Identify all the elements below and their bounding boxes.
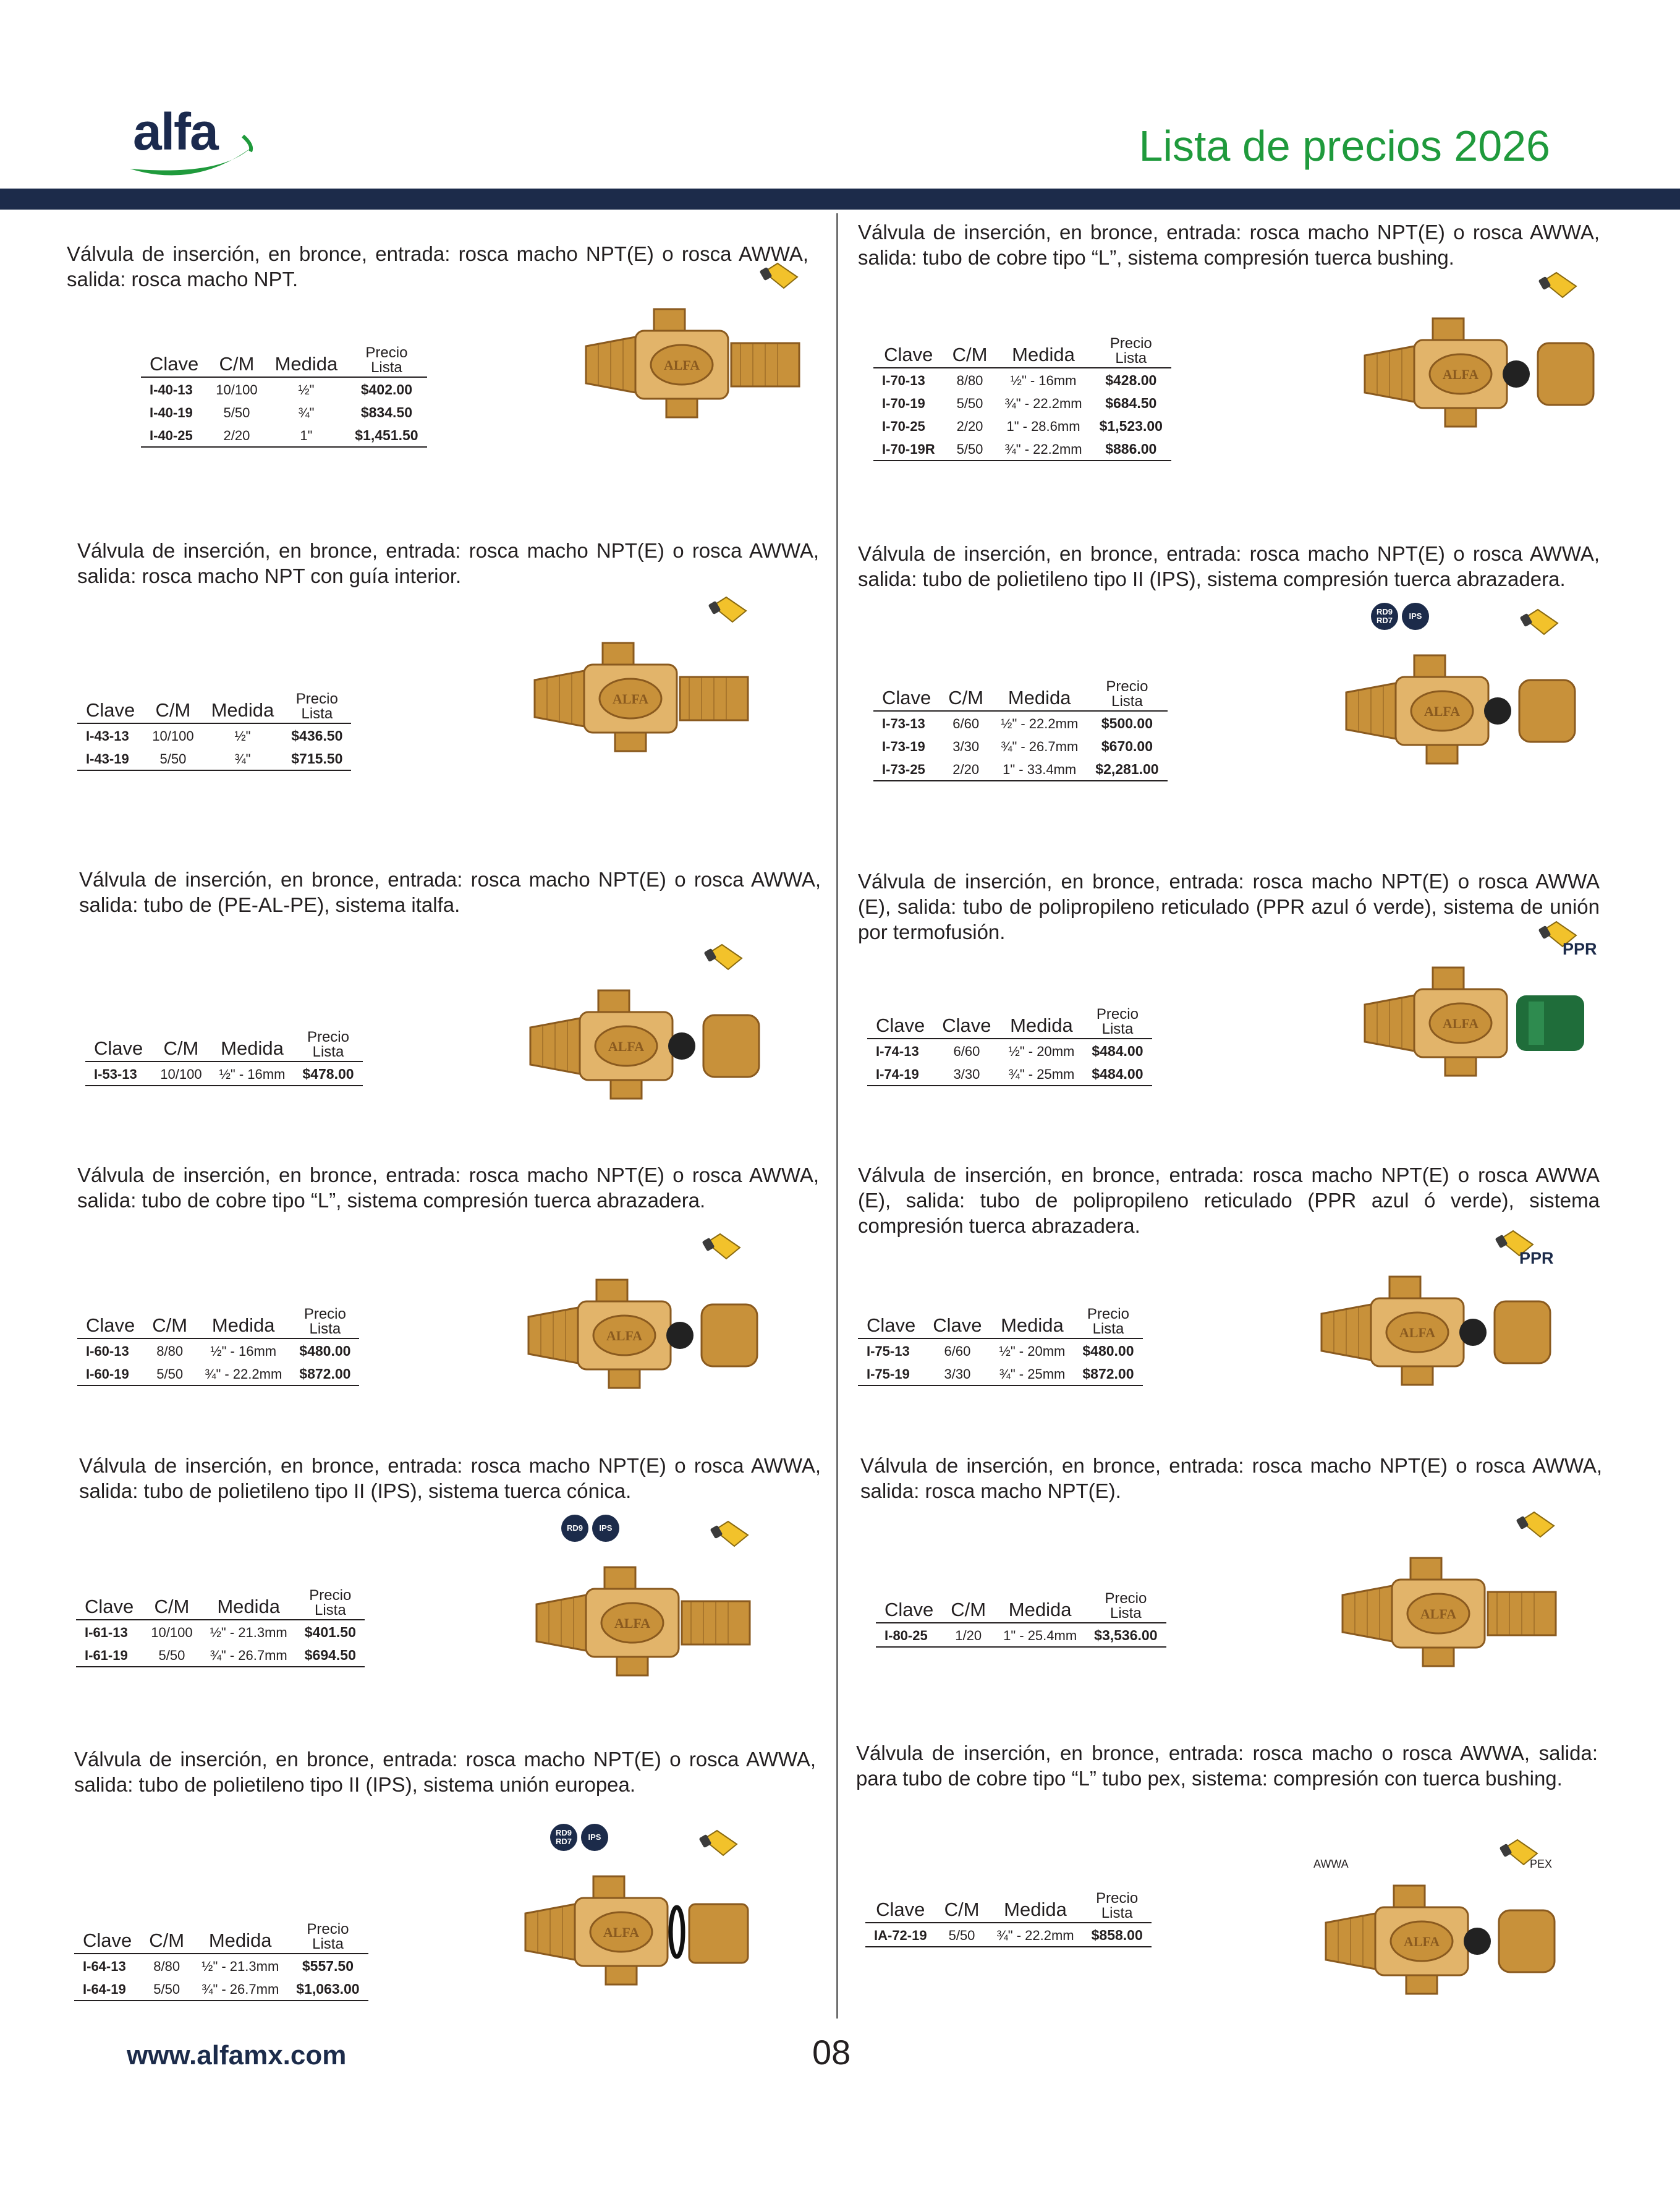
table-row <box>77 723 351 747</box>
precio-cell: $694.50 <box>296 1643 365 1667</box>
cm-cell: 6/60 <box>953 1043 980 1059</box>
valve-image <box>522 1274 782 1425</box>
cm-cell: 5/50 <box>223 404 250 420</box>
medida-cell: ½" - 20mm <box>999 1343 1066 1359</box>
table-header: Clave <box>933 998 999 1039</box>
medida-cell: ½" <box>298 381 315 398</box>
table-row <box>141 423 427 447</box>
medida-cell: ½" - 16mm <box>1010 372 1077 388</box>
valve-image <box>580 303 839 454</box>
insert-tool-icon <box>703 941 747 978</box>
svg-text:ALFA: ALFA <box>1442 1016 1479 1031</box>
medida-cell: ¾" <box>203 747 283 770</box>
table-row <box>74 1977 368 2001</box>
precio-cell: $500.00 <box>1101 715 1153 731</box>
table-header: Clave <box>876 1583 942 1623</box>
product-description: Válvula de inserción, en bronce, entrada: rosca macho NPT(E) o rosca AWWA (E), salida: tubo de polipropileno reticulado (PPR azul ó verde), sistema compresión tuerca abrazadera. <box>858 1164 1600 1237</box>
medida-cell: 1" <box>266 423 347 447</box>
ppr-label: PPR <box>1563 940 1597 958</box>
precio-cell: $478.00 <box>294 1061 362 1086</box>
medida-cell: ½" - 16mm <box>211 1061 294 1086</box>
table-header: C/M <box>936 1883 988 1923</box>
table-header: Clave <box>873 328 944 368</box>
table-header: Precio Lista <box>282 683 351 723</box>
pex-label: PEX <box>1530 1858 1553 1870</box>
cm-cell: 5/50 <box>143 747 202 770</box>
precio-cell: $436.50 <box>291 728 343 744</box>
cm-cell: 1/20 <box>942 1623 995 1647</box>
table-header: Clave <box>141 337 207 377</box>
precio-cell: $402.00 <box>360 381 412 398</box>
medida-cell: ½" - 21.3mm <box>210 1624 287 1640</box>
medida-cell: ½" - 16mm <box>210 1343 277 1359</box>
table-row <box>873 711 1168 734</box>
cm-cell: 2/20 <box>940 757 992 781</box>
table-header: Medida <box>266 337 347 377</box>
table-header: Clave <box>77 683 143 723</box>
svg-text:ALFA: ALFA <box>606 1328 643 1343</box>
product-section <box>67 241 808 525</box>
clave-cell: I-53-13 <box>85 1061 151 1086</box>
insert-tool-icon <box>1538 269 1581 306</box>
table-header: Medida <box>193 1913 287 1954</box>
table-row <box>77 747 351 770</box>
clave-cell: I-61-13 <box>85 1624 128 1640</box>
spec-badge: IPS <box>1402 603 1429 630</box>
medida-cell: 1" - 28.6mm <box>1006 418 1080 434</box>
table-row <box>858 1362 1143 1385</box>
product-section <box>79 867 821 1151</box>
table-row <box>74 1954 368 1977</box>
cm-cell: 2/20 <box>207 423 266 447</box>
clave-cell: IA-72-19 <box>865 1923 936 1947</box>
table-header: Medida <box>996 328 1090 368</box>
table-row <box>873 368 1171 391</box>
insert-tool-icon <box>708 593 751 631</box>
insert-tool-icon <box>1516 1508 1559 1546</box>
cm-cell: 6/60 <box>952 715 980 731</box>
svg-text:ALFA: ALFA <box>614 1615 651 1631</box>
product-description: Válvula de inserción, en bronce, entrada: rosca macho NPT(E) o rosca AWWA, salida: tubo de (PE-AL-PE), sistema italfa. <box>79 868 821 916</box>
table-row <box>873 734 1168 757</box>
cm-cell: 10/100 <box>216 381 258 398</box>
cm-cell: 5/50 <box>944 437 996 461</box>
table-row <box>873 757 1168 781</box>
precio-cell: $401.50 <box>304 1624 356 1640</box>
clave-cell: I-70-19R <box>873 437 944 461</box>
table-row <box>76 1643 365 1667</box>
brand-name: alfa <box>133 103 218 161</box>
table-row <box>77 1362 359 1385</box>
cm-cell: 6/60 <box>944 1343 971 1359</box>
table-header: Precio Lista <box>1091 328 1171 368</box>
table-header: C/M <box>143 1298 196 1338</box>
cm-cell: 5/50 <box>142 1643 201 1667</box>
spec-badge: RD9 <box>561 1515 588 1542</box>
svg-text:ALFA: ALFA <box>603 1925 640 1940</box>
product-section <box>856 1740 1598 2025</box>
product-section <box>860 1453 1602 1737</box>
table-header: Precio Lista <box>1087 671 1167 711</box>
cm-cell: 10/100 <box>151 1061 210 1086</box>
precio-cell: $834.50 <box>360 404 412 420</box>
product-description: Válvula de inserción, en bronce, entrada: rosca macho NPT(E) o rosca AWWA (E), salida: tubo de polipropileno reticulado (PPR azul ó verde), sistema de unión por termofusión. <box>858 870 1600 943</box>
product-section <box>858 869 1600 1153</box>
table-row <box>85 1061 363 1086</box>
table-row <box>867 1039 1152 1062</box>
insert-tool-icon <box>698 1827 742 1864</box>
product-section <box>858 541 1600 825</box>
table-header: Clave <box>77 1298 143 1338</box>
valve-image <box>1336 1552 1596 1703</box>
clave-cell: I-43-19 <box>77 747 143 770</box>
table-header: Precio Lista <box>1083 1883 1152 1923</box>
page-number: 08 <box>812 2033 851 2072</box>
clave-cell: I-64-19 <box>74 1977 140 2001</box>
table-header: Medida <box>988 1883 1082 1923</box>
clave-cell: I-61-19 <box>76 1643 142 1667</box>
clave-cell: I-75-19 <box>858 1362 924 1385</box>
price-table <box>74 1913 368 2001</box>
precio-cell: $480.00 <box>1082 1343 1134 1359</box>
product-section <box>79 1453 821 1737</box>
table-header: Medida <box>203 683 283 723</box>
precio-cell: $428.00 <box>1105 372 1157 388</box>
medida-cell: ¾" - 26.7mm <box>193 1977 287 2001</box>
valve-image <box>1340 649 1600 801</box>
svg-text:ALFA: ALFA <box>612 691 649 707</box>
product-section <box>74 1746 816 2031</box>
table-row <box>858 1338 1143 1362</box>
valve-image <box>519 1870 779 2022</box>
precio-cell: $872.00 <box>291 1362 359 1385</box>
svg-text:ALFA: ALFA <box>1399 1325 1436 1340</box>
insert-tool-icon <box>710 1518 753 1555</box>
table-header: Medida <box>995 1583 1085 1623</box>
table-header: Clave <box>76 1580 142 1620</box>
spec-badge: RD9 RD7 <box>550 1824 577 1851</box>
clave-cell: I-60-19 <box>77 1362 143 1385</box>
product-description: Válvula de inserción, en bronce, entrada: rosca macho NPT(E) o rosca AWWA, salida: tubo de polietileno tipo II (IPS), sistema unión europea. <box>74 1748 816 1796</box>
table-row <box>873 391 1171 414</box>
table-header: Clave <box>867 998 933 1039</box>
precio-cell: $484.00 <box>1092 1043 1143 1059</box>
cm-cell: 5/50 <box>143 1362 196 1385</box>
medida-cell: ½" - 22.2mm <box>1001 715 1079 731</box>
table-row <box>865 1923 1152 1947</box>
page-title: Lista de precios 2026 <box>1139 122 1550 170</box>
medida-cell: 1" - 25.4mm <box>995 1623 1085 1647</box>
svg-text:ALFA: ALFA <box>1403 1934 1440 1949</box>
website-link[interactable]: www.alfamx.com <box>127 2040 347 2070</box>
product-description: Válvula de inserción, en bronce, entrada: rosca macho NPT(E) o rosca AWWA, salida: tubo de cobre tipo “L”, sistema compresión tuerca abrazadera. <box>77 1164 819 1212</box>
price-table <box>76 1580 365 1667</box>
price-table <box>77 683 351 771</box>
product-description: Válvula de inserción, en bronce, entrada: rosca macho NPT(E) o rosca AWWA, salida: rosca macho NPT con guía interior. <box>77 539 819 587</box>
table-header: Precio Lista <box>296 1580 365 1620</box>
table-row <box>876 1623 1166 1647</box>
price-table <box>865 1883 1152 1947</box>
clave-cell: I-60-13 <box>86 1343 129 1359</box>
valve-image <box>1359 312 1618 464</box>
product-description: Válvula de inserción, en bronce, entrada: rosca macho NPT(E) o rosca AWWA, salida: rosca macho NPT. <box>67 242 808 291</box>
svg-text:ALFA: ALFA <box>1423 704 1461 719</box>
table-row <box>867 1062 1152 1086</box>
table-header: Medida <box>202 1580 296 1620</box>
spec-badge: RD9 RD7 <box>1371 603 1398 630</box>
awwa-label: AWWA <box>1313 1858 1349 1870</box>
cm-cell: 8/80 <box>156 1343 184 1359</box>
valve-image <box>1315 1270 1575 1422</box>
table-header: Precio Lista <box>294 1021 362 1061</box>
precio-cell: $3,536.00 <box>1085 1623 1166 1647</box>
clave-cell: I-70-19 <box>882 395 925 411</box>
medida-cell: ¾" - 22.2mm <box>996 437 1090 461</box>
cm-cell: 3/30 <box>952 738 980 754</box>
cm-cell: 10/100 <box>151 1624 193 1640</box>
product-section <box>858 1162 1600 1447</box>
clave-cell: I-80-25 <box>876 1623 942 1647</box>
table-row <box>873 437 1171 461</box>
clave-cell: I-73-13 <box>882 715 925 731</box>
clave-cell: I-73-25 <box>873 757 940 781</box>
price-table <box>867 998 1152 1086</box>
product-description: Válvula de inserción, en bronce, entrada: rosca macho o rosca AWWA, salida: para tubo de cobre tipo “L” tubo pex, sistema: compresión con tuerca bushing. <box>856 1742 1598 1790</box>
medida-cell: ¾" - 26.7mm <box>1001 738 1079 754</box>
spec-badge: IPS <box>581 1824 608 1851</box>
table-header: C/M <box>151 1021 210 1061</box>
header-bar <box>0 189 1680 210</box>
svg-text:ALFA: ALFA <box>608 1039 645 1054</box>
table-header: Clave <box>865 1883 936 1923</box>
valve-image <box>528 637 788 788</box>
table-header: Clave <box>858 1298 924 1338</box>
table-header: Clave <box>873 671 940 711</box>
clave-cell: I-74-19 <box>867 1062 933 1086</box>
table-row <box>141 401 427 423</box>
medida-cell: ¾" - 25mm <box>991 1362 1074 1385</box>
insert-tool-icon <box>759 260 802 297</box>
column-divider <box>836 213 838 2019</box>
table-header: Medida <box>1000 998 1084 1039</box>
table-row <box>76 1620 365 1643</box>
table-header: C/M <box>140 1913 193 1954</box>
table-header: C/M <box>944 328 996 368</box>
medida-cell: ¾" - 26.7mm <box>202 1643 296 1667</box>
table-header: Precio Lista <box>287 1913 368 1954</box>
price-table <box>858 1298 1143 1386</box>
table-header: C/M <box>142 1580 201 1620</box>
table-header: Precio Lista <box>1083 998 1152 1039</box>
precio-cell: $480.00 <box>299 1343 351 1359</box>
clave-cell: I-70-25 <box>882 418 925 434</box>
precio-cell: $1,523.00 <box>1099 418 1163 434</box>
cm-cell: 5/50 <box>956 395 983 411</box>
insert-tool-icon <box>1519 606 1563 643</box>
clave-cell: I-75-13 <box>867 1343 910 1359</box>
valve-image <box>524 984 784 1136</box>
spec-badge: IPS <box>592 1515 619 1542</box>
clave-cell: I-40-19 <box>150 404 193 420</box>
medida-cell: ¾" - 22.2mm <box>196 1362 291 1385</box>
valve-image <box>1359 961 1618 1113</box>
clave-cell: I-64-13 <box>83 1958 126 1974</box>
table-header: Precio Lista <box>1085 1583 1166 1623</box>
medida-cell: ¾" - 22.2mm <box>1004 395 1082 411</box>
cm-cell: 3/30 <box>924 1362 990 1385</box>
cm-cell: 5/50 <box>140 1977 193 2001</box>
product-section <box>77 538 819 822</box>
table-row <box>141 377 427 401</box>
valve-image <box>530 1561 790 1712</box>
svg-text:ALFA: ALFA <box>663 357 700 373</box>
cm-cell: 10/100 <box>152 728 194 744</box>
table-header: Precio Lista <box>291 1298 359 1338</box>
medida-cell: ½" - 21.3mm <box>202 1958 279 1974</box>
table-header: Clave <box>924 1298 990 1338</box>
table-header: Precio Lista <box>1074 1298 1142 1338</box>
ppr-label: PPR <box>1519 1249 1554 1267</box>
clave-cell: I-43-13 <box>86 728 129 744</box>
price-table <box>873 671 1168 781</box>
table-header: Medida <box>991 1298 1074 1338</box>
clave-cell: I-40-13 <box>150 381 193 398</box>
table-header: Precio Lista <box>346 337 426 377</box>
table-header: C/M <box>940 671 992 711</box>
precio-cell: $715.50 <box>282 747 351 770</box>
clave-cell: I-70-13 <box>882 372 925 388</box>
table-header: Clave <box>74 1913 140 1954</box>
precio-cell: $872.00 <box>1074 1362 1142 1385</box>
precio-cell: $1,063.00 <box>287 1977 368 2001</box>
medida-cell: ¾" <box>298 404 315 420</box>
cm-cell: 3/30 <box>933 1062 999 1086</box>
table-header: Medida <box>992 671 1087 711</box>
table-header: C/M <box>143 683 202 723</box>
precio-cell: $670.00 <box>1101 738 1153 754</box>
precio-cell: $1,451.50 <box>346 423 426 447</box>
precio-cell: $2,281.00 <box>1087 757 1167 781</box>
product-description: Válvula de inserción, en bronce, entrada: rosca macho NPT(E) o rosca AWWA, salida: tubo de polietileno tipo II (IPS), sistema compresión tuerca abrazadera. <box>858 542 1600 590</box>
cm-cell: 5/50 <box>936 1923 988 1947</box>
svg-text:ALFA: ALFA <box>1420 1606 1457 1622</box>
svg-text:ALFA: ALFA <box>1442 367 1479 382</box>
precio-cell: $858.00 <box>1083 1923 1152 1947</box>
table-header: C/M <box>942 1583 995 1623</box>
cm-cell: 8/80 <box>956 372 983 388</box>
product-section <box>77 1162 819 1447</box>
table-header: C/M <box>207 337 266 377</box>
product-description: Válvula de inserción, en bronce, entrada: rosca macho NPT(E) o rosca AWWA, salida: tubo de cobre tipo “L”, sistema compresión tuerca bushing. <box>858 221 1600 269</box>
brand-logo <box>127 102 260 182</box>
medida-cell: ¾" - 22.2mm <box>988 1923 1082 1947</box>
medida-cell: ½" - 20mm <box>1008 1043 1075 1059</box>
price-table <box>77 1298 359 1386</box>
clave-cell: I-74-13 <box>876 1043 919 1059</box>
medida-cell: 1" - 33.4mm <box>992 757 1087 781</box>
table-header: Medida <box>211 1021 294 1061</box>
price-table <box>85 1021 363 1086</box>
price-table <box>141 337 427 448</box>
cm-cell: 2/20 <box>956 418 983 434</box>
precio-cell: $484.00 <box>1083 1062 1152 1086</box>
table-row <box>873 414 1171 437</box>
product-description: Válvula de inserción, en bronce, entrada: rosca macho NPT(E) o rosca AWWA, salida: rosca macho NPT(E). <box>860 1454 1602 1502</box>
precio-cell: $886.00 <box>1091 437 1171 461</box>
table-header: Medida <box>196 1298 291 1338</box>
product-section <box>858 219 1600 504</box>
valve-image <box>1320 1879 1579 2031</box>
price-table <box>873 328 1171 461</box>
precio-cell: $557.50 <box>302 1958 354 1974</box>
precio-cell: $684.50 <box>1105 395 1157 411</box>
medida-cell: ½" <box>234 728 251 744</box>
product-description: Válvula de inserción, en bronce, entrada: rosca macho NPT(E) o rosca AWWA, salida: tubo de polietileno tipo II (IPS), sistema tuerca cónica. <box>79 1454 821 1502</box>
cm-cell: 8/80 <box>153 1958 180 1974</box>
price-table <box>876 1583 1166 1648</box>
table-row <box>77 1338 359 1362</box>
medida-cell: ¾" - 25mm <box>1000 1062 1084 1086</box>
table-header: Clave <box>85 1021 151 1061</box>
clave-cell: I-73-19 <box>882 738 925 754</box>
clave-cell: I-40-25 <box>141 423 207 447</box>
insert-tool-icon <box>702 1230 745 1267</box>
